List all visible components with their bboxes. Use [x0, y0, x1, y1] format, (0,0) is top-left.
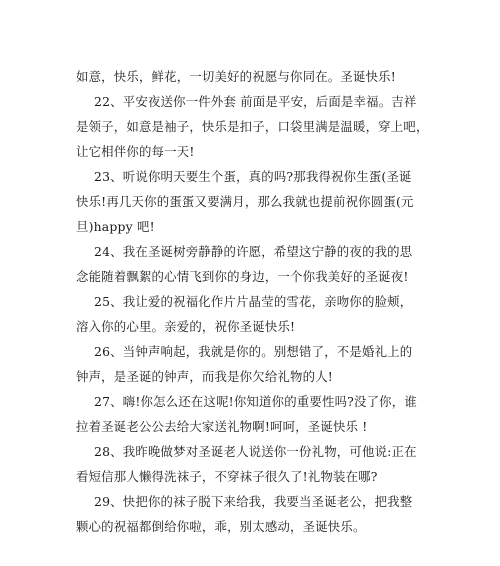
paragraph-line: 拉着圣诞老公公去给大家送礼物啊!呵呵，圣诞快乐 ! — [76, 419, 368, 434]
paragraph-line: 29、快把你的袜子脱下来给我，我要当圣诞老公，把我整 — [94, 494, 413, 509]
paragraph-line: 念能随着飘絮的心情飞到你的身边，一个你我美好的圣诞夜! — [76, 269, 409, 284]
paragraph-line: 28、我昨晚做梦对圣诞老人说送你一份礼物，可他说:正在 — [94, 444, 417, 459]
paragraph-line: 是领子，如意是袖子，快乐是扣子，口袋里满是温暖，穿上吧， — [76, 119, 429, 134]
paragraph-line: 旦)happy 吧! — [76, 219, 155, 234]
paragraph-line: 22、平安夜送你一件外套 前面是平安，后面是幸福。吉祥 — [94, 94, 417, 109]
paragraph-line: 23、听说你明天要生个蛋，真的吗?那我得祝你生蛋(圣诞 — [94, 169, 412, 184]
paragraph-line: 看短信那人懒得洗袜子，不穿袜子很久了!礼物装在哪? — [76, 469, 378, 484]
paragraph-line: 24、我在圣诞树旁静静的许愿，希望这宁静的夜的我的思 — [94, 244, 413, 259]
paragraph-line: 如意，快乐，鲜花，一切美好的祝愿与你同在。圣诞快乐! — [76, 69, 396, 84]
paragraph-line: 快乐!再几天你的蛋蛋又要满月，那么我就也提前祝你圆蛋(元 — [76, 194, 414, 209]
paragraph-line: 让它相伴你的每一天! — [76, 144, 195, 159]
paragraph-line: 颗心的祝福都倒给你啦，乖，别太感动，圣诞快乐。 — [76, 519, 366, 534]
paragraph-line: 27、嗨!你怎么还在这呢!你知道你的重要性吗?没了你，谁 — [94, 394, 417, 409]
paragraph-line: 25、我让爱的祝福化作片片晶莹的雪花，亲吻你的脸颊， — [94, 294, 413, 309]
paragraph-line: 钟声，是圣诞的钟声，而我是你欠给礼物的人! — [76, 369, 333, 384]
paragraph-line: 溶入你的心里。亲爱的，祝你圣诞快乐! — [76, 319, 296, 334]
paragraph-line: 26、当钟声响起，我就是你的。别想错了，不是婚礼上的 — [94, 344, 413, 359]
